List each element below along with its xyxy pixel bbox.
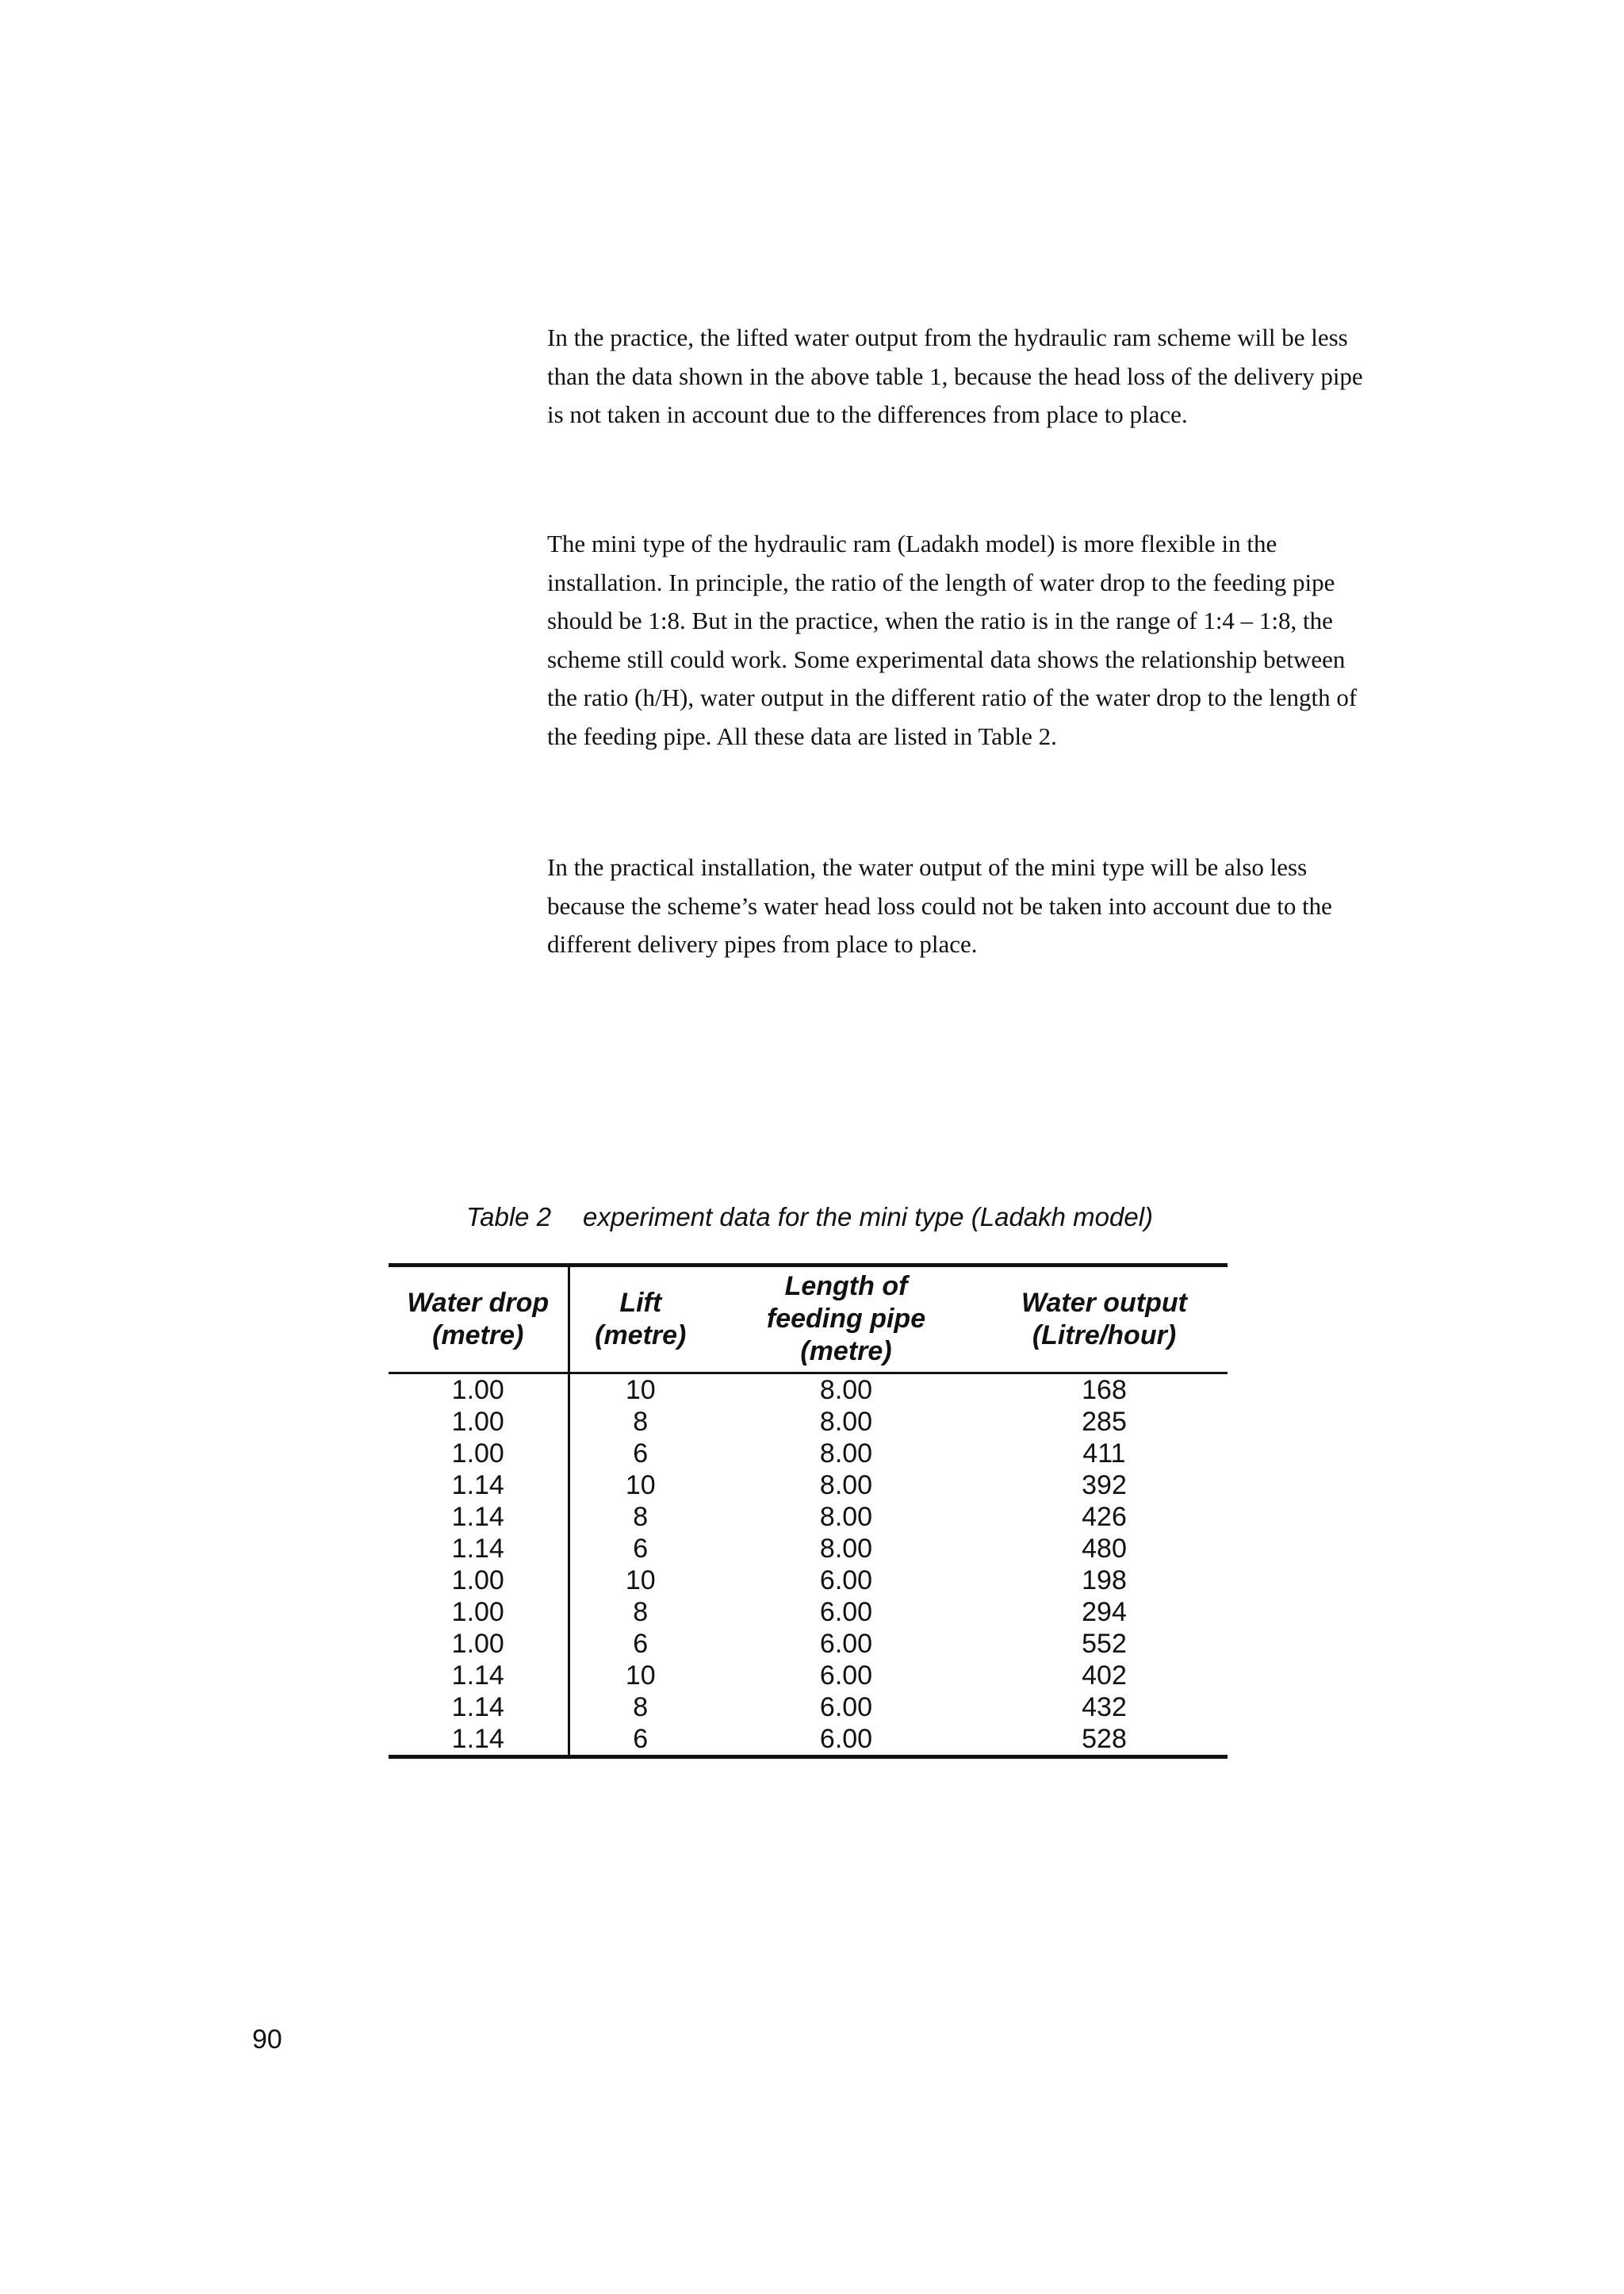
table-row xyxy=(389,1564,1228,1596)
table-caption xyxy=(466,1200,1259,1235)
feeding-pipe-length-cell: 6.00 xyxy=(819,1724,873,1754)
lift-cell: 8 xyxy=(633,1597,649,1627)
table-row xyxy=(389,1723,1228,1757)
feeding-pipe-length-cell: 6.00 xyxy=(819,1597,873,1627)
lift-cell: 8 xyxy=(633,1692,649,1722)
header-line: Water drop xyxy=(407,1287,550,1318)
water-output-cell: 168 xyxy=(1082,1375,1127,1405)
water-drop-cell: 1.00 xyxy=(389,1406,569,1438)
table-row xyxy=(389,1438,1228,1469)
body-paragraph: The mini type of the hydraulic ram (Ladakh model) is more flexible in the installation. In principle, the ratio of the length of water drop to the feeding pipe should be 1:8. But in the practice, when the ratio is in the range of 1:4 – 1:8, the scheme still could work. Some experimental data shows the relationship between the ratio (h/H), water output in the different ratio of the water drop to the length of the feeding pipe. All these data are listed in Table 2. xyxy=(547,530,1358,750)
header-line: Length of xyxy=(784,1271,908,1301)
body-paragraph: In the practice, the lifted water output from the hydraulic ram scheme will be less than the data shown in the above table 1, because the head loss of the delivery pipe is not taken in account due to the differences from place to place. xyxy=(547,324,1363,428)
water-output-cell: 426 xyxy=(1082,1502,1127,1532)
feeding-pipe-length-cell: 8.00 xyxy=(819,1470,873,1500)
header-line: (metre) xyxy=(432,1319,524,1350)
table-row xyxy=(389,1406,1228,1438)
page-number: 90 xyxy=(252,2024,282,2055)
feeding-pipe-length-cell: 6.00 xyxy=(819,1660,873,1691)
table-row xyxy=(389,1660,1228,1691)
water-drop-cell: 1.00 xyxy=(389,1438,569,1469)
table-body xyxy=(389,1373,1228,1757)
header-line: feeding pipe xyxy=(766,1304,926,1334)
water-output-cell: 480 xyxy=(1082,1534,1127,1564)
lift-cell: 6 xyxy=(633,1724,649,1754)
water-output-cell: 432 xyxy=(1082,1692,1127,1722)
water-drop-cell: 1.00 xyxy=(389,1628,569,1660)
header-line: Lift xyxy=(619,1287,662,1318)
lift-cell: 10 xyxy=(625,1565,656,1595)
table-caption-number: Table 2 xyxy=(466,1202,552,1231)
header-line: (metre) xyxy=(595,1319,687,1350)
water-drop-cell: 1.00 xyxy=(389,1564,569,1596)
lift-cell: 6 xyxy=(633,1534,649,1564)
table-row xyxy=(389,1596,1228,1628)
header-line: (metre) xyxy=(800,1336,892,1366)
column-header-feeding-pipe xyxy=(711,1266,981,1373)
water-drop-cell: 1.14 xyxy=(389,1501,569,1533)
lift-cell: 8 xyxy=(633,1407,649,1437)
feeding-pipe-length-cell: 8.00 xyxy=(819,1375,873,1405)
body-paragraph: In the practical installation, the water output of the mini type will be also less because the scheme’s water head loss could not be taken into account due to the different delivery pipes from place to place. xyxy=(547,853,1332,958)
feeding-pipe-length-cell: 8.00 xyxy=(819,1438,873,1469)
water-drop-cell: 1.00 xyxy=(389,1373,569,1407)
water-output-cell: 392 xyxy=(1082,1470,1127,1500)
table-row xyxy=(389,1533,1228,1564)
water-drop-cell: 1.14 xyxy=(389,1533,569,1564)
table-row xyxy=(389,1373,1228,1407)
water-output-cell: 402 xyxy=(1082,1660,1127,1691)
lift-cell: 6 xyxy=(633,1438,649,1469)
column-header-lift xyxy=(569,1266,711,1373)
water-drop-cell: 1.14 xyxy=(389,1723,569,1757)
feeding-pipe-length-cell: 6.00 xyxy=(819,1629,873,1659)
water-drop-cell: 1.00 xyxy=(389,1596,569,1628)
table-header-row xyxy=(389,1266,1228,1373)
water-drop-cell: 1.14 xyxy=(389,1691,569,1723)
water-drop-cell: 1.14 xyxy=(389,1469,569,1501)
water-output-cell: 198 xyxy=(1082,1565,1127,1595)
water-drop-cell: 1.14 xyxy=(389,1660,569,1691)
header-line: Water output xyxy=(1021,1287,1187,1318)
lift-cell: 10 xyxy=(625,1375,656,1405)
lift-cell: 10 xyxy=(625,1660,656,1691)
water-output-cell: 285 xyxy=(1082,1407,1127,1437)
table-row xyxy=(389,1469,1228,1501)
lift-cell: 6 xyxy=(633,1629,649,1659)
feeding-pipe-length-cell: 6.00 xyxy=(819,1692,873,1722)
feeding-pipe-length-cell: 8.00 xyxy=(819,1407,873,1437)
lift-cell: 8 xyxy=(633,1502,649,1532)
table-caption-text: experiment data for the mini type (Ladakh model) xyxy=(583,1202,1154,1231)
table-row xyxy=(389,1501,1228,1533)
table-row xyxy=(389,1628,1228,1660)
water-output-cell: 528 xyxy=(1082,1724,1127,1754)
column-header-water-drop xyxy=(389,1266,569,1373)
water-output-cell: 294 xyxy=(1082,1597,1127,1627)
column-header-water-output xyxy=(981,1266,1228,1373)
water-output-cell: 552 xyxy=(1082,1629,1127,1659)
feeding-pipe-length-cell: 8.00 xyxy=(819,1502,873,1532)
lift-cell: 10 xyxy=(625,1470,656,1500)
header-line: (Litre/hour) xyxy=(1032,1319,1177,1350)
feeding-pipe-length-cell: 6.00 xyxy=(819,1565,873,1595)
data-table xyxy=(389,1263,1228,1759)
water-output-cell: 411 xyxy=(1082,1438,1126,1469)
feeding-pipe-length-cell: 8.00 xyxy=(819,1534,873,1564)
table-row xyxy=(389,1691,1228,1723)
